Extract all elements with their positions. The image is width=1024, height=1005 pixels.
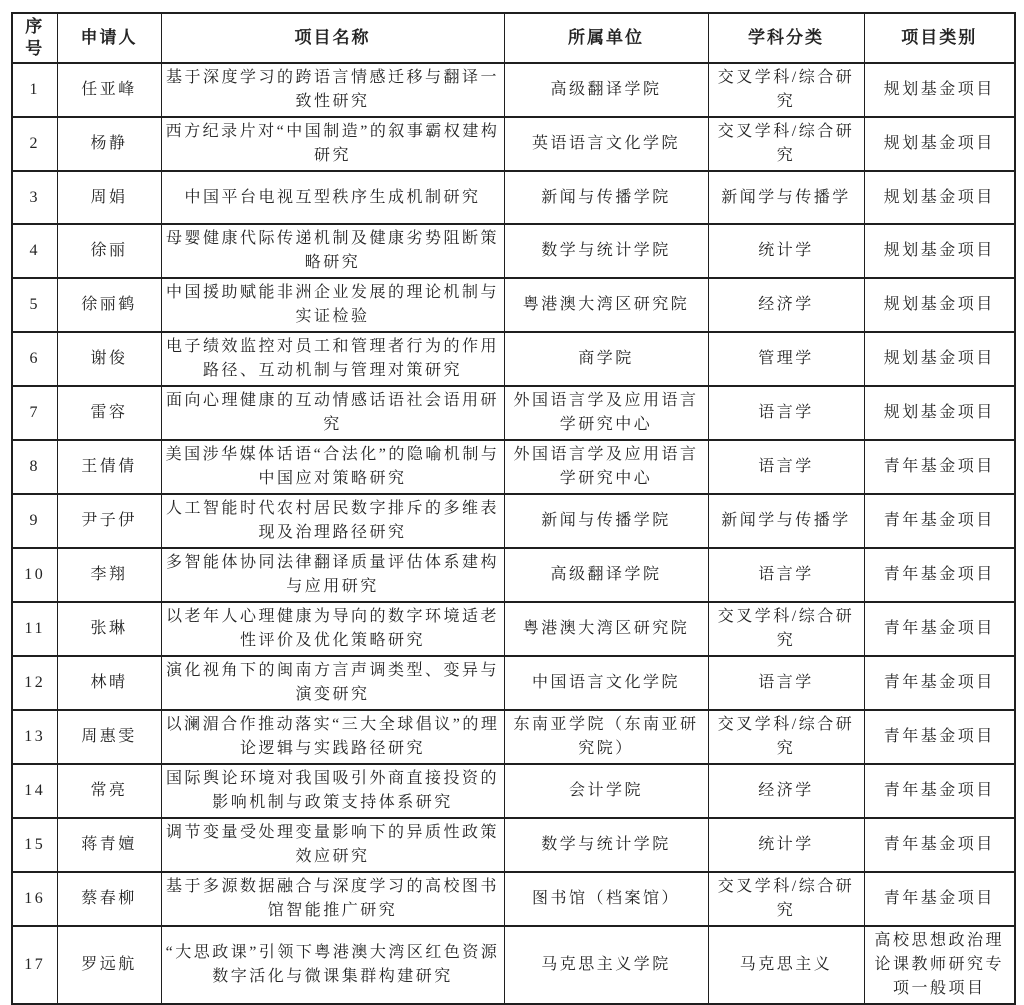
cell-project: 西方纪录片对“中国制造”的叙事霸权建构研究 — [161, 117, 504, 171]
cell-discipline: 交叉学科/综合研究 — [708, 602, 864, 656]
table-row — [12, 171, 1015, 224]
cell-project: 人工智能时代农村居民数字排斥的多维表现及治理路径研究 — [161, 494, 504, 548]
table-row — [12, 926, 1015, 1004]
cell-category: 青年基金项目 — [864, 494, 1015, 548]
cell-category: 青年基金项目 — [864, 818, 1015, 872]
cell-discipline: 管理学 — [708, 332, 864, 386]
cell-category: 规划基金项目 — [864, 332, 1015, 386]
cell-category: 青年基金项目 — [864, 710, 1015, 764]
cell-discipline: 语言学 — [708, 440, 864, 494]
cell-category: 青年基金项目 — [864, 548, 1015, 602]
cell-discipline: 新闻学与传播学 — [708, 494, 864, 548]
table-row — [12, 63, 1015, 117]
cell-unit: 粤港澳大湾区研究院 — [504, 602, 708, 656]
cell-category: 规划基金项目 — [864, 63, 1015, 117]
column-header-category: 项目类别 — [864, 13, 1015, 63]
cell-applicant: 谢俊 — [57, 332, 161, 386]
cell-applicant: 周惠雯 — [57, 710, 161, 764]
cell-project: 中国援助赋能非洲企业发展的理论机制与实证检验 — [161, 278, 504, 332]
cell-category: 青年基金项目 — [864, 440, 1015, 494]
cell-unit: 数学与统计学院 — [504, 818, 708, 872]
cell-index: 15 — [12, 818, 57, 872]
cell-project: 母婴健康代际传递机制及健康劣势阻断策略研究 — [161, 224, 504, 278]
cell-discipline: 马克思主义 — [708, 926, 864, 1004]
cell-category: 规划基金项目 — [864, 224, 1015, 278]
cell-category: 青年基金项目 — [864, 872, 1015, 926]
column-header-project: 项目名称 — [161, 13, 504, 63]
cell-index: 5 — [12, 278, 57, 332]
cell-discipline: 语言学 — [708, 386, 864, 440]
column-header-index: 序号 — [12, 13, 57, 63]
cell-applicant: 徐丽鹤 — [57, 278, 161, 332]
cell-index: 6 — [12, 332, 57, 386]
cell-category: 规划基金项目 — [864, 386, 1015, 440]
table-row — [12, 602, 1015, 656]
cell-category: 青年基金项目 — [864, 602, 1015, 656]
cell-project: 面向心理健康的互动情感话语社会语用研究 — [161, 386, 504, 440]
cell-index: 16 — [12, 872, 57, 926]
cell-project: 电子绩效监控对员工和管理者行为的作用路径、互动机制与管理对策研究 — [161, 332, 504, 386]
cell-applicant: 张琳 — [57, 602, 161, 656]
cell-discipline: 经济学 — [708, 278, 864, 332]
cell-unit: 高级翻译学院 — [504, 63, 708, 117]
cell-project: 多智能体协同法律翻译质量评估体系建构与应用研究 — [161, 548, 504, 602]
cell-project: 演化视角下的闽南方言声调类型、变异与演变研究 — [161, 656, 504, 710]
table-row — [12, 710, 1015, 764]
cell-category: 规划基金项目 — [864, 171, 1015, 224]
cell-index: 7 — [12, 386, 57, 440]
cell-project: 以澜湄合作推动落实“三大全球倡议”的理论逻辑与实践路径研究 — [161, 710, 504, 764]
cell-applicant: 蒋青嬗 — [57, 818, 161, 872]
cell-unit: 数学与统计学院 — [504, 224, 708, 278]
cell-discipline: 语言学 — [708, 656, 864, 710]
cell-index: 12 — [12, 656, 57, 710]
cell-unit: 英语语言文化学院 — [504, 117, 708, 171]
cell-project: 调节变量受处理变量影响下的异质性政策效应研究 — [161, 818, 504, 872]
table-row — [12, 386, 1015, 440]
table-row — [12, 278, 1015, 332]
cell-index: 2 — [12, 117, 57, 171]
cell-project: “大思政课”引领下粤港澳大湾区红色资源数字活化与微课集群构建研究 — [161, 926, 504, 1004]
cell-project: 中国平台电视互型秩序生成机制研究 — [161, 171, 504, 224]
column-header-discipline: 学科分类 — [708, 13, 864, 63]
cell-applicant: 尹子伊 — [57, 494, 161, 548]
cell-unit: 高级翻译学院 — [504, 548, 708, 602]
cell-unit: 新闻与传播学院 — [504, 494, 708, 548]
cell-discipline: 新闻学与传播学 — [708, 171, 864, 224]
cell-discipline: 统计学 — [708, 818, 864, 872]
cell-category: 规划基金项目 — [864, 117, 1015, 171]
cell-unit: 外国语言学及应用语言学研究中心 — [504, 440, 708, 494]
cell-applicant: 周娟 — [57, 171, 161, 224]
cell-discipline: 经济学 — [708, 764, 864, 818]
table-row — [12, 764, 1015, 818]
cell-index: 14 — [12, 764, 57, 818]
cell-index: 11 — [12, 602, 57, 656]
cell-discipline: 语言学 — [708, 548, 864, 602]
cell-unit: 图书馆（档案馆） — [504, 872, 708, 926]
table-row — [12, 117, 1015, 171]
cell-unit: 中国语言文化学院 — [504, 656, 708, 710]
cell-category: 青年基金项目 — [864, 764, 1015, 818]
cell-unit: 马克思主义学院 — [504, 926, 708, 1004]
cell-index: 1 — [12, 63, 57, 117]
table-row — [12, 548, 1015, 602]
cell-category: 青年基金项目 — [864, 656, 1015, 710]
cell-unit: 外国语言学及应用语言学研究中心 — [504, 386, 708, 440]
cell-applicant: 罗远航 — [57, 926, 161, 1004]
cell-discipline: 统计学 — [708, 224, 864, 278]
cell-discipline: 交叉学科/综合研究 — [708, 117, 864, 171]
cell-project: 基于深度学习的跨语言情感迁移与翻译一致性研究 — [161, 63, 504, 117]
cell-index: 10 — [12, 548, 57, 602]
cell-applicant: 雷容 — [57, 386, 161, 440]
projects-table — [11, 12, 1016, 1005]
column-header-applicant: 申请人 — [57, 13, 161, 63]
table-row — [12, 494, 1015, 548]
table-row — [12, 332, 1015, 386]
cell-unit: 粤港澳大湾区研究院 — [504, 278, 708, 332]
cell-unit: 东南亚学院（东南亚研究院） — [504, 710, 708, 764]
table-header-row — [12, 13, 1015, 63]
table-row — [12, 440, 1015, 494]
cell-applicant: 林晴 — [57, 656, 161, 710]
cell-applicant: 王倩倩 — [57, 440, 161, 494]
cell-category: 规划基金项目 — [864, 278, 1015, 332]
cell-index: 13 — [12, 710, 57, 764]
cell-index: 3 — [12, 171, 57, 224]
cell-project: 基于多源数据融合与深度学习的高校图书馆智能推广研究 — [161, 872, 504, 926]
table-row — [12, 224, 1015, 278]
cell-unit: 新闻与传播学院 — [504, 171, 708, 224]
table-row — [12, 818, 1015, 872]
cell-category: 高校思想政治理论课教师研究专项一般项目 — [864, 926, 1015, 1004]
cell-applicant: 徐丽 — [57, 224, 161, 278]
cell-applicant: 蔡春柳 — [57, 872, 161, 926]
cell-applicant: 李翔 — [57, 548, 161, 602]
column-header-unit: 所属单位 — [504, 13, 708, 63]
cell-applicant: 任亚峰 — [57, 63, 161, 117]
cell-discipline: 交叉学科/综合研究 — [708, 872, 864, 926]
cell-index: 17 — [12, 926, 57, 1004]
cell-index: 4 — [12, 224, 57, 278]
cell-applicant: 杨静 — [57, 117, 161, 171]
cell-unit: 商学院 — [504, 332, 708, 386]
cell-discipline: 交叉学科/综合研究 — [708, 63, 864, 117]
cell-unit: 会计学院 — [504, 764, 708, 818]
table-row — [12, 872, 1015, 926]
table-row — [12, 656, 1015, 710]
cell-index: 8 — [12, 440, 57, 494]
cell-applicant: 常亮 — [57, 764, 161, 818]
cell-discipline: 交叉学科/综合研究 — [708, 710, 864, 764]
cell-index: 9 — [12, 494, 57, 548]
cell-project: 国际舆论环境对我国吸引外商直接投资的影响机制与政策支持体系研究 — [161, 764, 504, 818]
cell-project: 以老年人心理健康为导向的数字环境适老性评价及优化策略研究 — [161, 602, 504, 656]
cell-project: 美国涉华媒体话语“合法化”的隐喻机制与中国应对策略研究 — [161, 440, 504, 494]
